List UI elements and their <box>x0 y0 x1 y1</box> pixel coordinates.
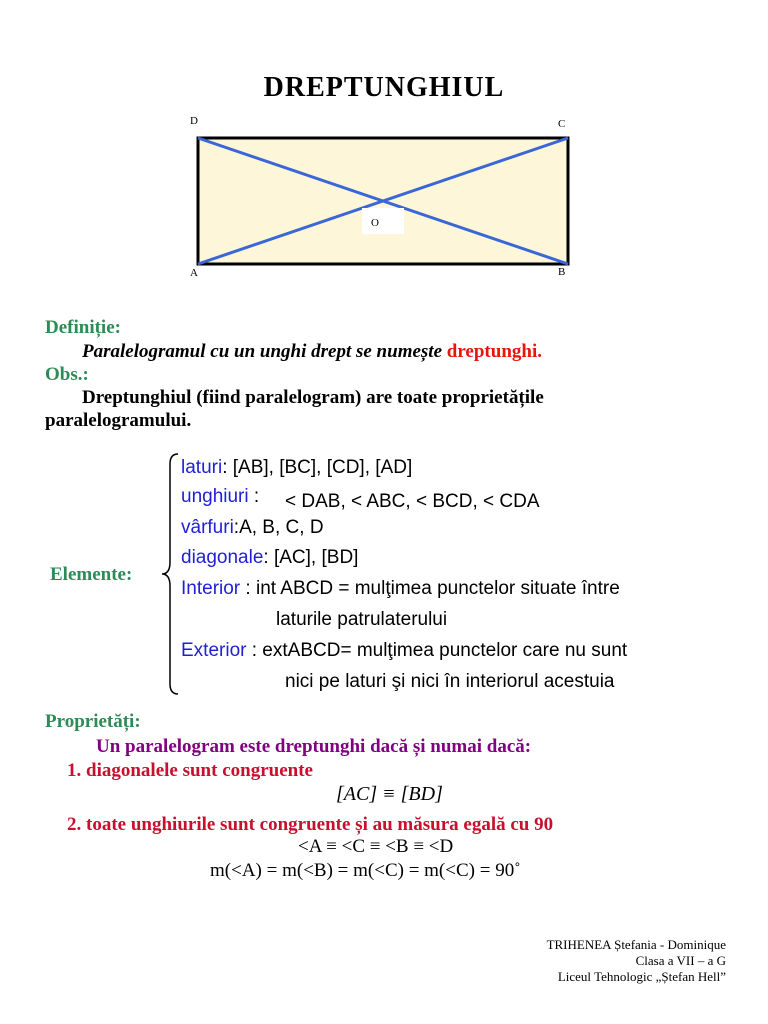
unghiuri-label: unghiuri <box>181 486 249 507</box>
exterior-value: : extABCD= mulţimea punctelor care nu sunt <box>251 640 628 661</box>
definition-text <box>82 341 542 363</box>
exterior-value-line2: nici pe laturi şi nici în interiorul acestuia <box>285 671 615 692</box>
unghiuri-value: < DAB, < ABC, < BCD, < CDA <box>285 491 540 512</box>
exterior-label: Exterior <box>181 640 247 661</box>
property-1: 1. diagonalele sunt congruente <box>67 760 313 781</box>
elements-exterior <box>181 640 627 662</box>
footer-school: Liceul Tehnologic „Ștefan Hell” <box>557 969 726 984</box>
center-o-label: O <box>371 217 379 229</box>
interior-label: Interior <box>181 578 241 599</box>
interior-value-line2: laturile patrulaterului <box>276 609 448 630</box>
interior-value: : int ABCD = mulţimea punctelor situate între <box>245 578 620 599</box>
definition-term: dreptunghi. <box>446 341 542 362</box>
properties-heading: Proprietăți: <box>45 711 141 732</box>
rectangle-diagram <box>180 110 600 290</box>
diagonale-value: : [AC], [BD] <box>263 547 359 568</box>
elements-laturi <box>181 457 412 479</box>
vertex-c-label: C <box>558 118 566 130</box>
unghiuri-colon: : <box>253 486 260 507</box>
curly-brace-icon <box>160 452 182 696</box>
observation-heading: Obs.: <box>45 364 89 385</box>
definition-heading: Definiție: <box>45 317 121 338</box>
elements-diagonale <box>181 547 358 569</box>
definition-body: Paralelogramul cu un unghi drept se numește <box>82 341 443 362</box>
property-2-formula-1: <A ≡ <C ≡ <B ≡ <D <box>298 836 454 857</box>
varfuri-label: vârfuri <box>181 517 234 538</box>
laturi-value: : [AB], [BC], [CD], [AD] <box>222 457 413 478</box>
elements-interior <box>181 578 620 600</box>
elements-unghiuri <box>181 486 259 508</box>
property-2: 2. toate unghiurile sunt congruente și au măsura egală cu 90 <box>67 814 554 835</box>
vertex-b-label: B <box>558 266 566 278</box>
vertex-a-label: A <box>190 267 198 279</box>
properties-intro: Un paralelogram este dreptunghi dacă și numai dacă: <box>96 736 532 757</box>
elements-heading: Elemente: <box>50 564 133 585</box>
property-2-formula-2: m(<A) = m(<B) = m(<C) = m(<C) = 90˚ <box>210 860 521 881</box>
footer-author: TRIHENEA Ștefania - Dominique <box>546 937 726 952</box>
footer-class: Clasa a VII – a G <box>635 953 726 968</box>
observation-line1: Dreptunghiul (fiind paralelogram) are toate proprietățile <box>82 387 544 408</box>
varfuri-value: :A, B, C, D <box>233 517 324 538</box>
property-1-formula: [AC] ≡ [BD] <box>336 783 443 805</box>
diagonale-label: diagonale <box>181 547 264 568</box>
vertex-d-label: D <box>190 115 198 127</box>
laturi-label: laturi <box>181 457 223 478</box>
observation-line2: paralelogramului. <box>45 410 192 431</box>
center-label-bg <box>362 208 404 234</box>
elements-varfuri <box>181 517 324 539</box>
page-title: DREPTUNGHIUL <box>263 72 505 103</box>
